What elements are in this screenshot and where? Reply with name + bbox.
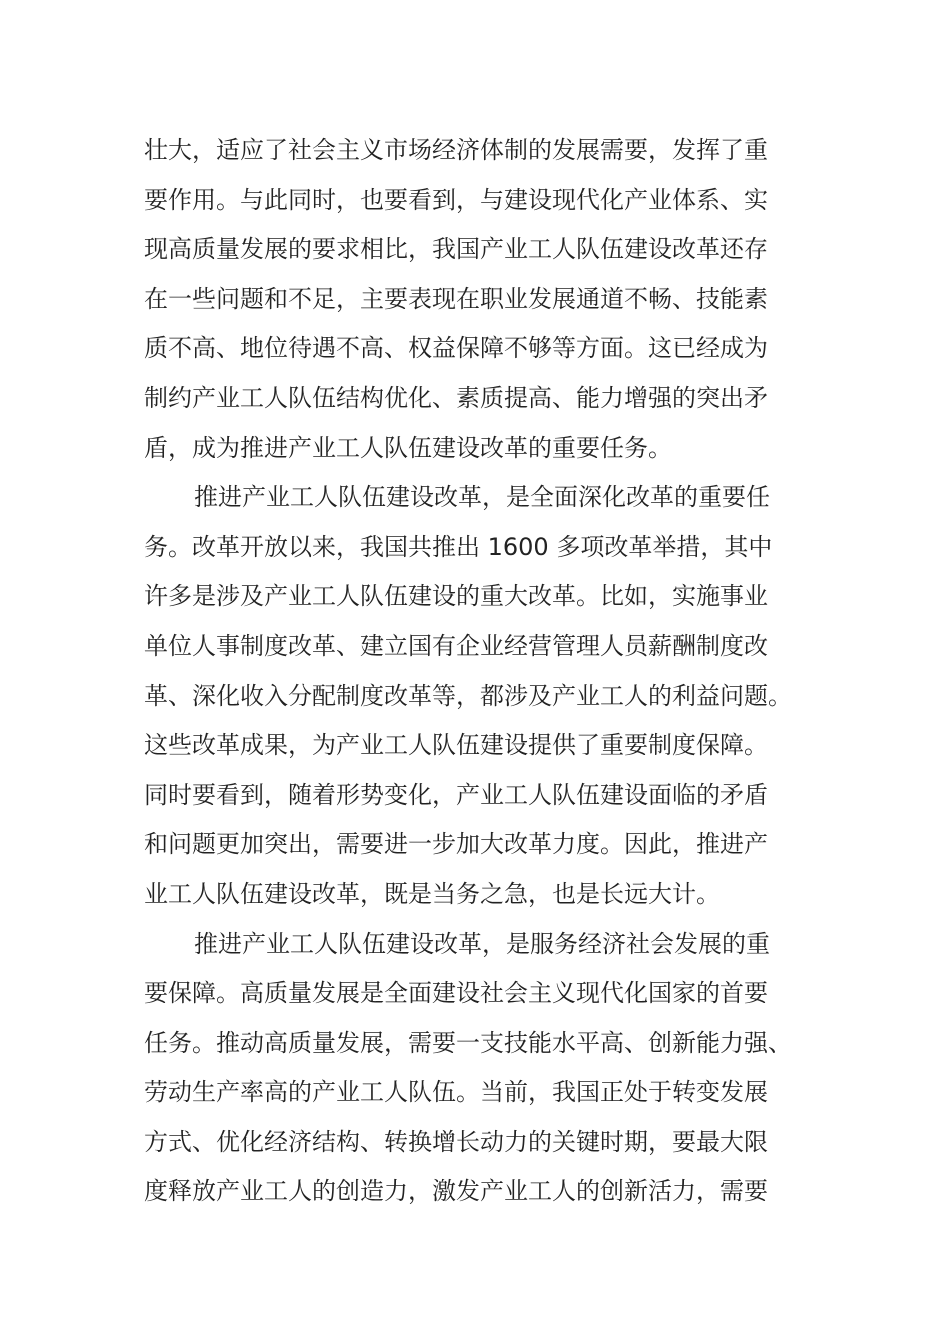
text-line: 业工人队伍建设改革，既是当务之急，也是长远大计。 xyxy=(144,879,720,908)
text-line: 推进产业工人队伍建设改革，是服务经济社会发展的重 xyxy=(194,929,770,958)
text-line: 推进产业工人队伍建设改革，是全面深化改革的重要任 xyxy=(194,483,770,512)
text-line: 这些改革成果，为产业工人队伍建设提供了重要制度保障。 xyxy=(144,731,768,760)
text-line: 务。改革开放以来，我国共推出 1600 多项改革举措，其中 xyxy=(144,532,773,561)
text-line: 现高质量发展的要求相比，我国产业工人队伍建设改革还存 xyxy=(144,235,768,264)
text-line: 同时要看到，随着形势变化，产业工人队伍建设面临的矛盾 xyxy=(144,780,768,809)
text-line: 要保障。高质量发展是全面建设社会主义现代化国家的首要 xyxy=(144,979,768,1008)
text-line: 制约产业工人队伍结构优化、素质提高、能力增强的突出矛 xyxy=(144,383,768,412)
text-line: 许多是涉及产业工人队伍建设的重大改革。比如，实施事业 xyxy=(144,582,768,611)
text-line: 革、深化收入分配制度改革等，都涉及产业工人的利益问题。 xyxy=(144,681,792,710)
text-line: 劳动生产率高的产业工人队伍。当前，我国正处于转变发展 xyxy=(144,1078,768,1107)
text-line: 方式、优化经济结构、转换增长动力的关键时期，要最大限 xyxy=(144,1127,768,1156)
text-line: 壮大，适应了社会主义市场经济体制的发展需要，发挥了重 xyxy=(144,136,768,164)
text-line: 在一些问题和不足，主要表现在职业发展通道不畅、技能素 xyxy=(144,284,768,313)
text-line: 任务。推动高质量发展，需要一支技能水平高、创新能力强、 xyxy=(144,1028,792,1057)
text-line: 质不高、地位待遇不高、权益保障不够等方面。这已经成为 xyxy=(144,334,768,363)
text-line: 单位人事制度改革、建立国有企业经营管理人员薪酬制度改 xyxy=(144,631,768,660)
text-line: 度释放产业工人的创造力，激发产业工人的创新活力，需要 xyxy=(144,1177,768,1206)
body-text xyxy=(144,126,809,1217)
text-line: 要作用。与此同时，也要看到，与建设现代化产业体系、实 xyxy=(144,185,768,214)
text-line: 盾，成为推进产业工人队伍建设改革的重要任务。 xyxy=(144,433,672,462)
text-line: 和问题更加突出，需要进一步加大改革力度。因此，推进产 xyxy=(144,830,768,859)
